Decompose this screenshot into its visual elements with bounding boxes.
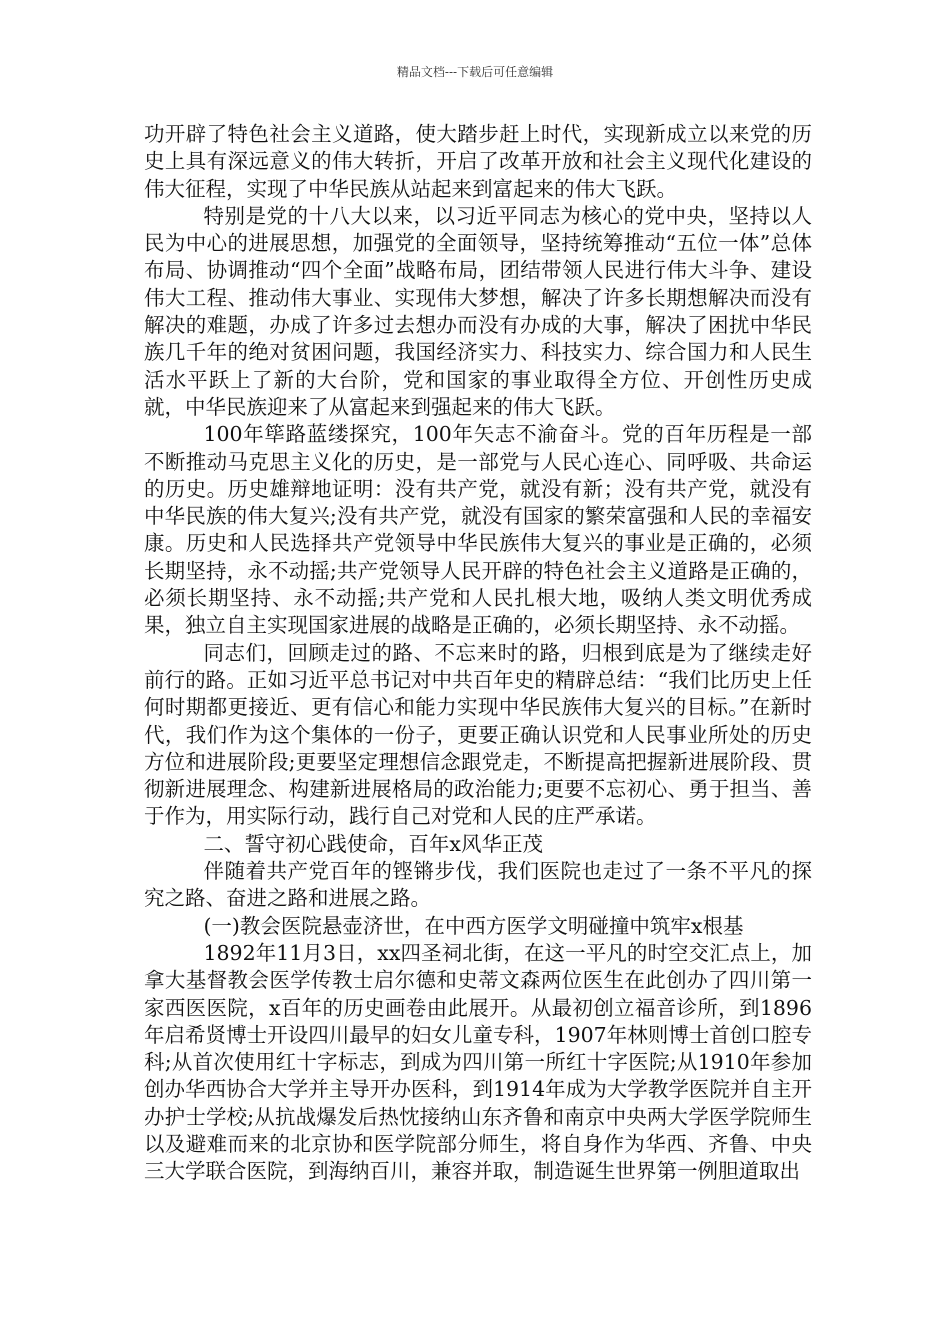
section-heading: 二、誓守初心践使命，百年x风华正茂 [203, 831, 543, 856]
paragraph: 100年筚路蓝缕探究，100年矢志不渝奋斗。党的百年历程是一部不断推动马克思主义化的历史，是一部党与人民心连心、同呼吸、共命运的历史。历史雄辩地证明：没有共产党，就没有新；没有共产党，就没有中华民族的伟大复兴;没有共产党，就没有国家的繁荣富强和人民的幸福安康。历史和人民选择共产党领导中华民族伟大复兴的事业是正确的，必须长期坚持，永不动摇;共产党领导人民开辟的特色社会主义道路是正确的，必须长期坚持、永不动摇;共产党和人民扎根大地，吸纳人类文明优秀成果，独立自主实现国家进展的战略是正确的，必须长期坚持、永不动摇。 [144, 422, 812, 638]
paragraph: 伴随着共产党百年的铿锵步伐，我们医院也走过了一条不平凡的探究之路、奋进之路和进展之路。 [144, 859, 812, 911]
paragraph: 同志们，回顾走过的路、不忘来时的路，归根到底是为了继续走好前行的路。正如习近平总书记对中共百年史的精辟总结：“我们比历史上任何时期都更接近、更有信心和能力实现中华民族伟大复兴的目标。”在新时代，我们作为这个集体的一份子，更要正确认识党和人民事业所处的历史方位和进展阶段;更要坚定理想信念跟党走，不断提高把握新进展阶段、贯彻新进展理念、构建新进展格局的政治能力;更要不忘初心、勇于担当、善于作为，用实际行动，践行自己对党和人民的庄严承诺。 [144, 640, 812, 829]
subsection-heading: (一)教会医院悬壶济世，在中西方医学文明碰撞中筑牢x根基 [203, 913, 744, 938]
page-header: 精品文档---下载后可任意编辑 [396, 65, 554, 79]
paragraph: 功开辟了特色社会主义道路，使大踏步赶上时代，实现新成立以来党的历史上具有深远意义的伟大转折，开启了改革开放和社会主义现代化建设的伟大征程，实现了中华民族从站起来到富起来的伟大飞跃。 [144, 122, 812, 201]
paragraph: 特别是党的十八大以来，以习近平同志为核心的党中央，坚持以人民为中心的进展思想，加强党的全面领导，坚持统筹推动“五位一体”总体布局、协调推动“四个全面”战略布局，团结带领人民进行伟大斗争、建设伟大工程、推动伟大事业、实现伟大梦想，解决了许多长期想解决而没有解决的难题，办成了许多过去想办而没有办成的大事，解决了困扰中华民族几千年的绝对贫困问题，我国经济实力、科技实力、综合国力和人民生活水平跃上了新的大台阶，党和国家的事业取得全方位、开创性历史成就，中华民族迎来了从富起来到强起来的伟大飞跃。 [144, 203, 812, 419]
document-body [144, 121, 812, 1186]
paragraph: 1892年11月3日，xx四圣祠北街，在这一平凡的时空交汇点上，加拿大基督教会医学传教士启尔德和史蒂文森两位医生在此创办了四川第一家西医医院，x百年的历史画卷由此展开。从最初创立福音诊所，到1896年启希贤博士开设四川最早的妇女儿童专科，1907年林则博士首创口腔专科;从首次使用红十字标志，到成为四川第一所红十字医院;从1910年参加创办华西协合大学并主导开办医科，到1914年成为大学教学医院并自主开办护士学校;从抗战爆发后热忱接纳山东齐鲁和南京中央两大学医学院师生以及避难而来的北京协和医学院部分师生，将自身作为华西、齐鲁、中央三大学联合医院，到海纳百川，兼容并取，制造诞生世界第一例胆道取出 [144, 940, 812, 1184]
